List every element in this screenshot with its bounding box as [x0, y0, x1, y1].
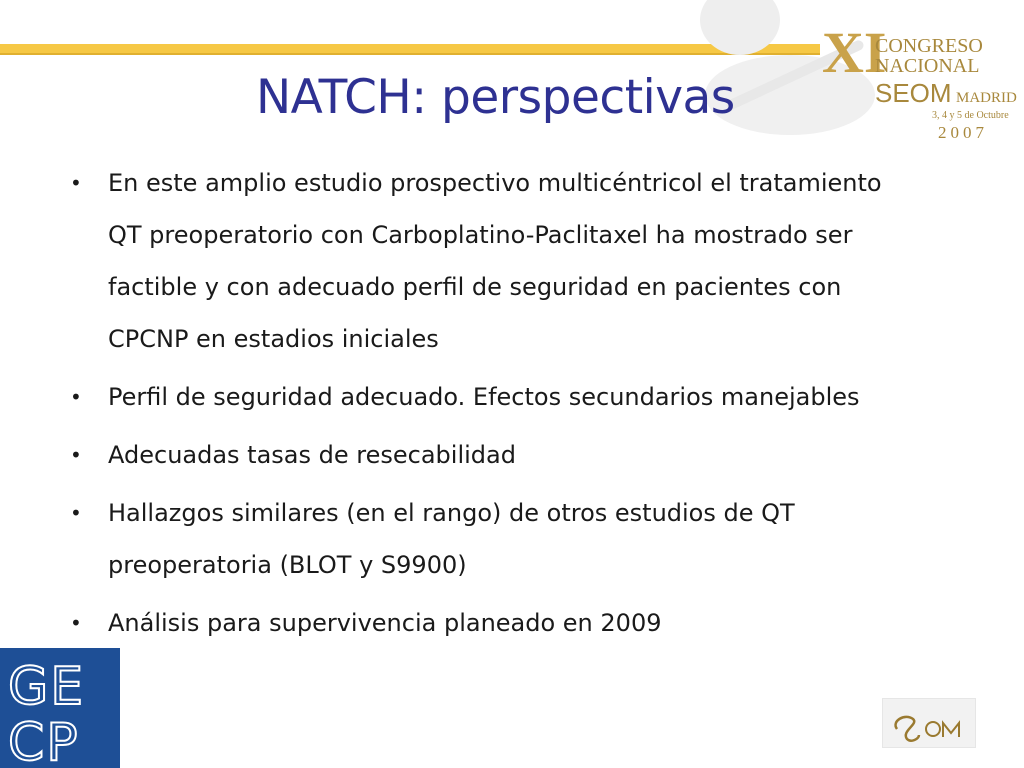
- bullet-item: [70, 429, 910, 481]
- top-accent-bar-shadow: [0, 53, 820, 55]
- top-accent-bar: [0, 44, 820, 53]
- seom-logo-circle: [926, 722, 940, 736]
- congress-numeral: XI: [822, 20, 887, 85]
- bullet-text: Perfil de seguridad adecuado. Efectos secundarios manejables: [108, 383, 860, 411]
- seom-logo: [882, 698, 976, 748]
- bullet-dot: •: [70, 443, 82, 467]
- congress-year: 2007: [938, 123, 988, 142]
- bullet-item: [70, 597, 910, 649]
- bullet-dot: •: [70, 385, 82, 409]
- slide-title: NATCH: perspectivas: [256, 70, 735, 125]
- congress-line1: CONGRESO: [875, 35, 983, 57]
- gecp-logo-bottom: CP: [8, 713, 80, 768]
- bullet-item: [70, 371, 910, 423]
- bullet-text: Adecuadas tasas de resecabilidad: [108, 441, 516, 469]
- bullet-text: En este amplio estudio prospectivo multicéntricol el tratamiento QT preoperatorio con Carboplatino-Paclitaxel ha mostrado ser factible y con adecuado perfil de seguridad en pacientes con CPCNP en estadios iniciales: [108, 169, 882, 353]
- logo-watermark-shape: [700, 0, 780, 55]
- bullet-dot: •: [70, 171, 82, 195]
- congress-logo: [700, 0, 1024, 150]
- bullet-text: Análisis para supervivencia planeado en 2009: [108, 609, 662, 637]
- bullet-text: Hallazgos similares (en el rango) de otros estudios de QT preoperatoria (BLOT y S9900): [108, 499, 795, 579]
- gecp-logo: [0, 648, 120, 768]
- congress-line2: NACIONAL: [875, 55, 980, 77]
- bullet-dot: •: [70, 501, 82, 525]
- seom-logo-swash: [896, 717, 919, 741]
- congress-dates: 3, 4 y 5 de Octubre: [932, 110, 1009, 121]
- bullet-item: [70, 157, 910, 365]
- congress-org: SEOM: [875, 78, 952, 108]
- seom-logo-mark: [883, 699, 975, 747]
- bullet-dot: •: [70, 611, 82, 635]
- gecp-logo-top: GE: [8, 657, 86, 717]
- bullet-list: [70, 157, 910, 655]
- bullet-item: [70, 487, 910, 591]
- seom-logo-m: [943, 723, 959, 737]
- congress-city: MADRID: [956, 90, 1017, 106]
